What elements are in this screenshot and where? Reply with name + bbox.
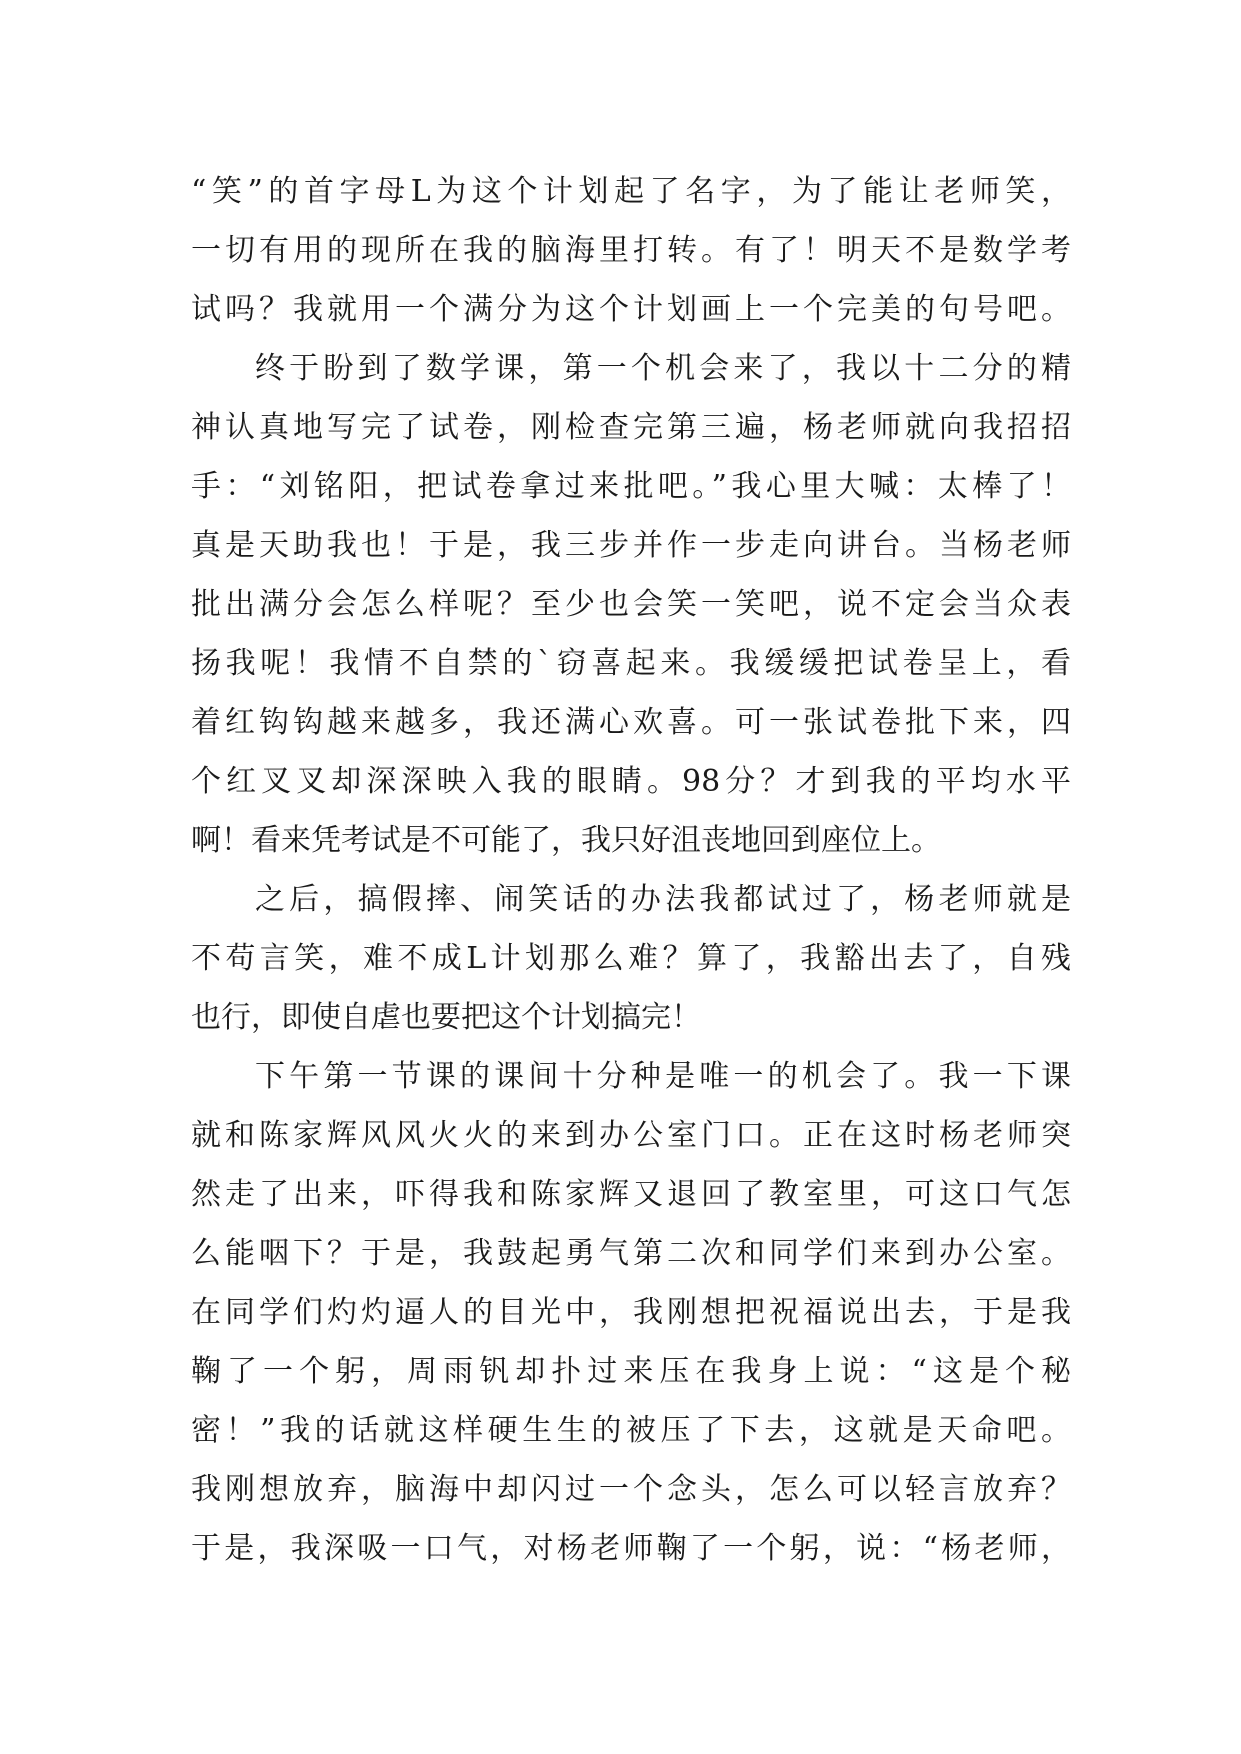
text-line: 之后，搞假摔、闹笑话的办法我都试过了，杨老师就是 [255, 882, 1071, 917]
text-line: 个红叉叉却深深映入我的眼睛。98分？才到我的平均水平 [191, 764, 1071, 799]
text-line: 么能咽下？于是，我鼓起勇气第二次和同学们来到办公室。 [191, 1236, 1071, 1271]
text-line: 手：“刘铭阳，把试卷拿过来批吧。”我心里大喊：太棒了！ [191, 469, 1071, 504]
text-line: 不苟言笑，难不成L计划那么难？算了，我豁出去了，自残 [191, 941, 1071, 976]
text-line: 批出满分会怎么样呢？至少也会笑一笑吧，说不定会当众表 [191, 587, 1071, 622]
text-line: 我刚想放弃，脑海中却闪过一个念头，怎么可以轻言放弃？ [191, 1472, 1071, 1507]
document-body [191, 162, 1071, 1578]
text-line: 终于盼到了数学课，第一个机会来了，我以十二分的精 [255, 351, 1071, 386]
text-line: “笑”的首字母L为这个计划起了名字，为了能让老师笑， [191, 174, 1071, 209]
text-line: 试吗？我就用一个满分为这个计划画上一个完美的句号吧。 [191, 292, 1071, 327]
text-line: 也行，即使自虐也要把这个计划搞完！ [191, 1000, 701, 1035]
text-line: 扬我呢！我情不自禁的`窃喜起来。我缓缓把试卷呈上，看 [191, 646, 1071, 681]
text-line: 啊！看来凭考试是不可能了，我只好沮丧地回到座位上。 [191, 823, 941, 858]
text-line: 真是天助我也！于是，我三步并作一步走向讲台。当杨老师 [191, 528, 1071, 563]
text-line: 就和陈家辉风风火火的来到办公室门口。正在这时杨老师突 [191, 1118, 1071, 1153]
text-line: 鞠了一个躬，周雨钒却扑过来压在我身上说：“这是个秘 [191, 1354, 1071, 1389]
text-line: 着红钩钩越来越多，我还满心欢喜。可一张试卷批下来，四 [191, 705, 1071, 740]
text-line: 一切有用的现所在我的脑海里打转。有了！明天不是数学考 [191, 233, 1071, 268]
text-line: 然走了出来，吓得我和陈家辉又退回了教室里，可这口气怎 [191, 1177, 1071, 1212]
text-line: 在同学们灼灼逼人的目光中，我刚想把祝福说出去，于是我 [191, 1295, 1071, 1330]
text-line: 于是，我深吸一口气，对杨老师鞠了一个躬，说：“杨老师， [191, 1531, 1071, 1566]
text-line: 下午第一节课的课间十分种是唯一的机会了。我一下课 [255, 1059, 1071, 1094]
text-line: 密！”我的话就这样硬生生的被压了下去，这就是天命吧。 [191, 1413, 1071, 1448]
text-line: 神认真地写完了试卷，刚检查完第三遍，杨老师就向我招招 [191, 410, 1071, 445]
